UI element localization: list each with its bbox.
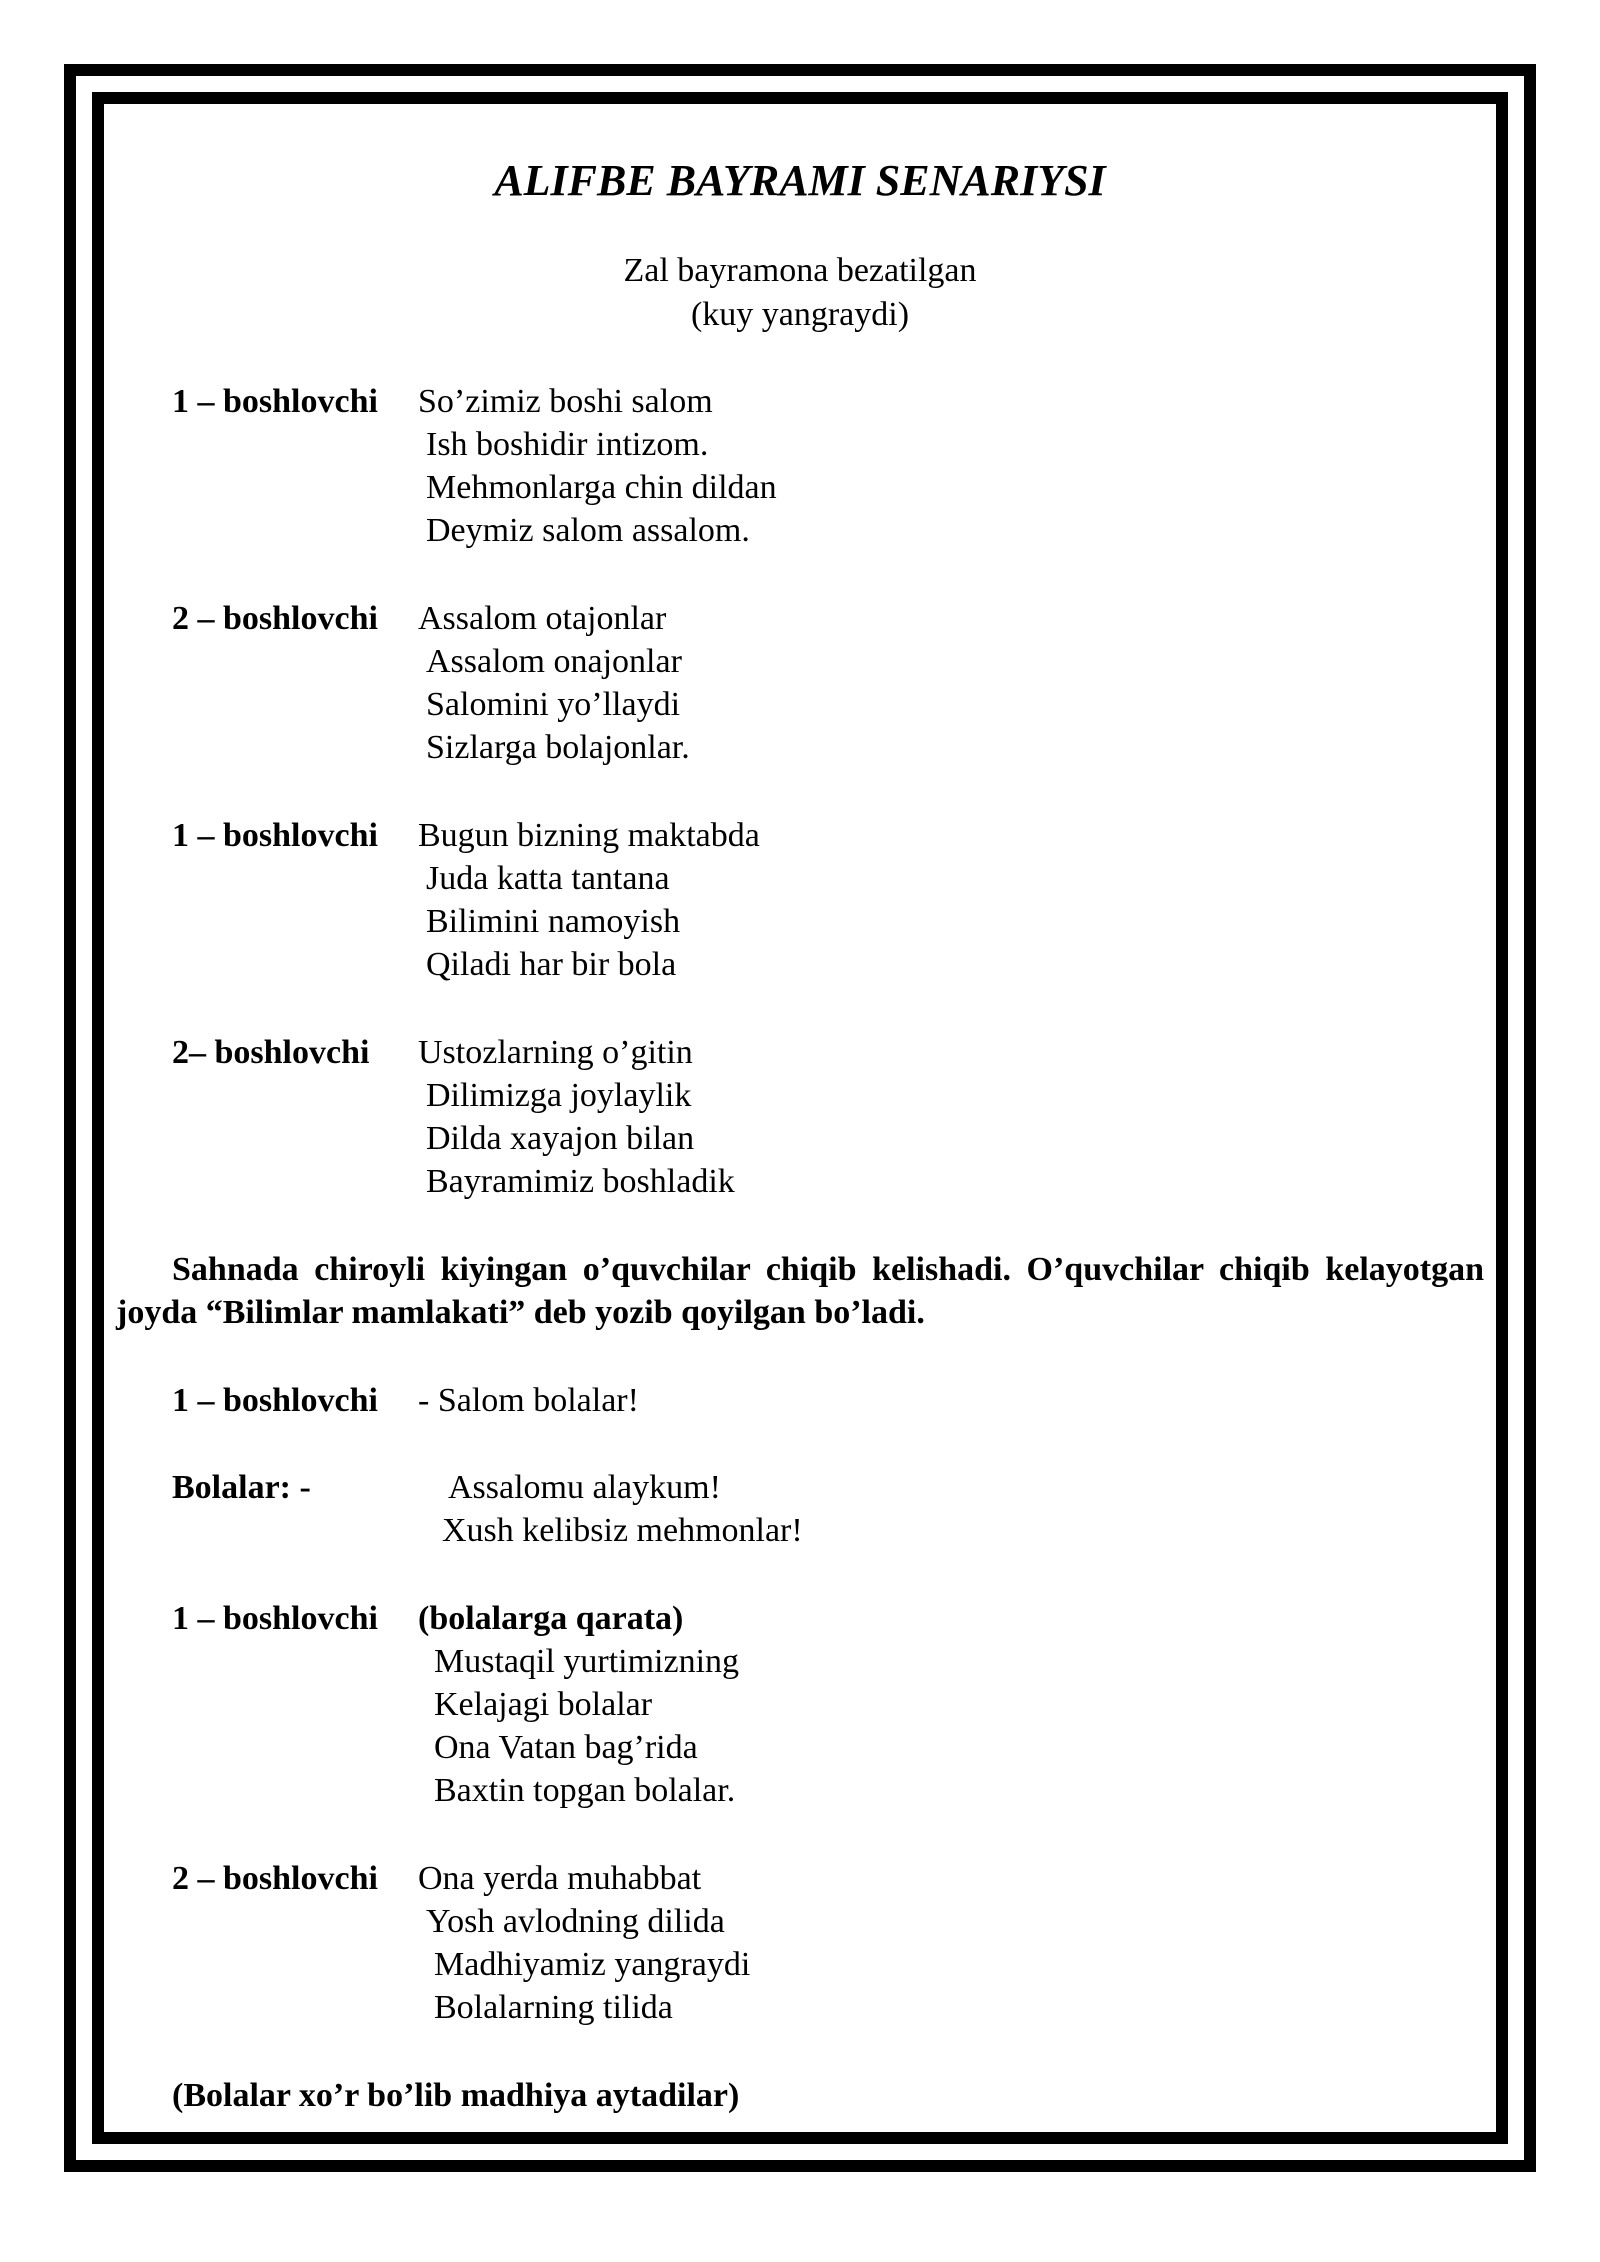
intro-line: (kuy yangraydi) bbox=[690, 296, 910, 333]
dialogue-line: - Salom bolalar! bbox=[418, 1382, 639, 1419]
verse-line: Baxtin topgan bolalar. bbox=[434, 1772, 736, 1809]
verse-line: Qiladi har bir bola bbox=[426, 946, 677, 983]
verse-line: Xush kelibsiz mehmonlar! bbox=[442, 1512, 803, 1549]
speaker-label: 2 – boshlovchi bbox=[172, 600, 378, 637]
intro-line: Zal bayramona bezatilgan bbox=[623, 252, 977, 289]
verse-line: Bugun bizning maktabda bbox=[418, 817, 760, 854]
verse-line: Yosh avlodning dilida bbox=[426, 1903, 725, 1940]
speaker-label: 2 – boshlovchi bbox=[172, 1860, 378, 1897]
speaker-label: 1 – boshlovchi bbox=[172, 1382, 378, 1419]
closing-direction: (Bolalar xo’r bo’lib madhiya aytadilar) bbox=[172, 2077, 740, 2114]
verse-line: Dilda xayajon bilan bbox=[426, 1120, 695, 1157]
verse-line: Bayramimiz boshladik bbox=[426, 1163, 735, 1200]
stage-direction-inline: (bolalarga qarata) bbox=[418, 1600, 684, 1637]
verse-line: Mustaqil yurtimizning bbox=[434, 1643, 740, 1680]
verse-line: So’zimiz boshi salom bbox=[418, 383, 713, 420]
verse-line: Ustozlarning o’gitin bbox=[418, 1034, 693, 1071]
speaker-label: Bolalar: - bbox=[172, 1469, 311, 1506]
verse-line: Madhiyamiz yangraydi bbox=[434, 1946, 751, 1983]
document-page bbox=[116, 116, 1484, 2120]
verse-line: Kelajagi bolalar bbox=[434, 1686, 653, 1723]
speaker-label: 1 – boshlovchi bbox=[172, 383, 378, 420]
verse-line: Bilimini namoyish bbox=[426, 903, 681, 940]
verse-line: Ona Vatan bag’rida bbox=[434, 1729, 698, 1766]
verse-line: Juda katta tantana bbox=[426, 860, 670, 897]
verse-line: Deymiz salom assalom. bbox=[426, 512, 750, 549]
verse-line: Ish boshidir intizom. bbox=[426, 426, 709, 463]
verse-line: Dilimizga joylaylik bbox=[426, 1077, 692, 1114]
verse-line: Assalomu alaykum! bbox=[448, 1469, 721, 1506]
speaker-label: 1 – boshlovchi bbox=[172, 1600, 378, 1637]
verse-line: Mehmonlarga chin dildan bbox=[426, 469, 777, 506]
verse-line: Salomini yo’llaydi bbox=[426, 686, 681, 723]
speaker-label: 1 – boshlovchi bbox=[172, 817, 378, 854]
verse-line: Assalom otajonlar bbox=[418, 600, 667, 637]
verse-line: Bolalarning tilida bbox=[434, 1989, 673, 2026]
speaker-label: 2– boshlovchi bbox=[172, 1034, 370, 1071]
verse-line: Sizlarga bolajonlar. bbox=[426, 729, 690, 766]
stage-direction: Sahnada chiroyli kiyingan o’quvchilar chiqib kelishadi. O’quvchilar chiqib kelayotgan joyda “Bilimlar mamlakati” deb yozib qoyilgan bo’ladi. bbox=[116, 1251, 1484, 1331]
page-title: ALIFBE BAYRAMI SENARIYSI bbox=[494, 156, 1106, 205]
verse-line: Assalom onajonlar bbox=[426, 643, 682, 680]
verse-line: Ona yerda muhabbat bbox=[418, 1860, 702, 1897]
